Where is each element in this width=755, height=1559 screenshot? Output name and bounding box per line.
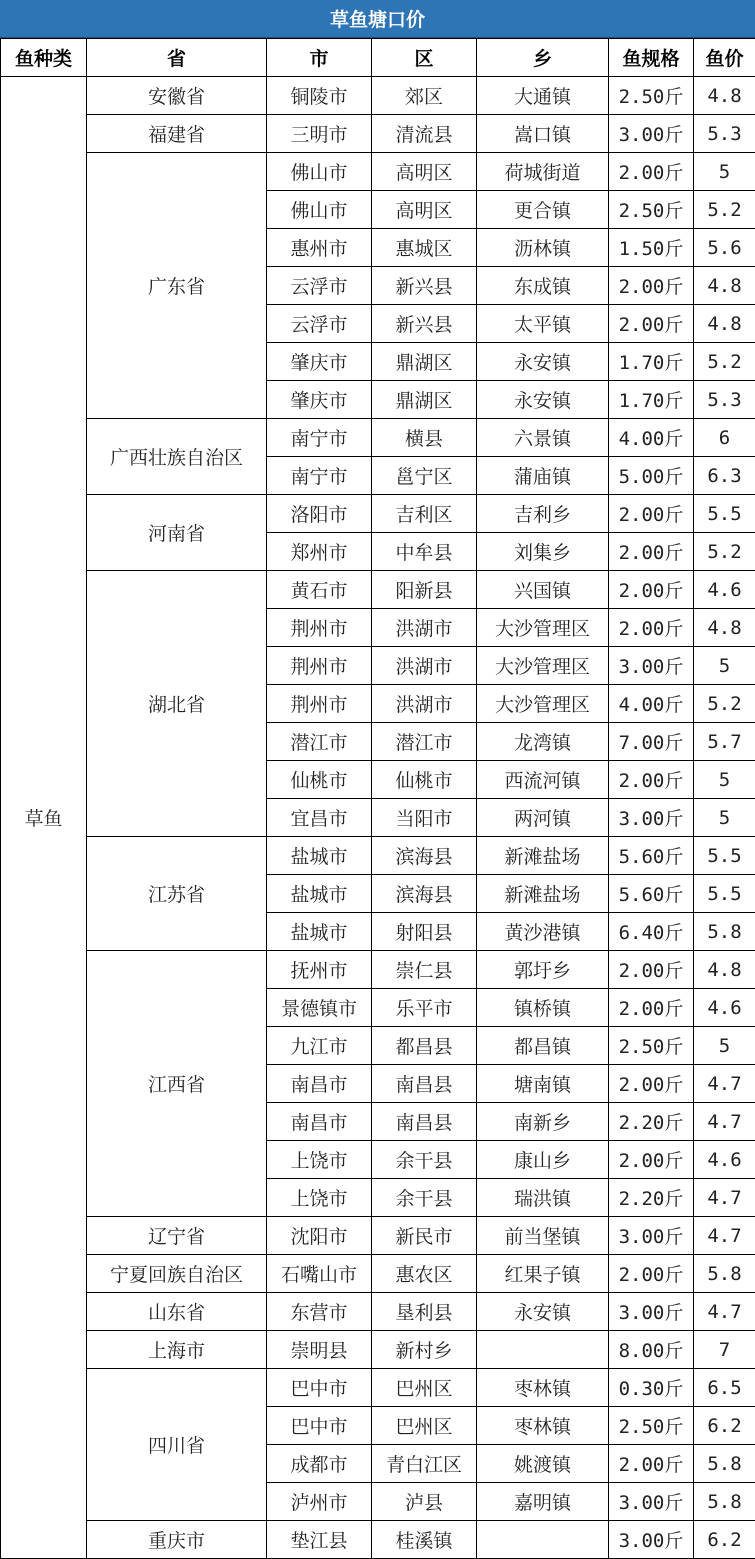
city-cell: 泸州市 [267,1483,372,1521]
district-cell: 清流县 [372,115,477,153]
price-cell: 5.8 [694,1483,755,1521]
fish-type-cell: 草鱼 [1,77,87,1559]
city-cell: 盐城市 [267,913,372,951]
town-cell: 枣林镇 [477,1407,609,1445]
price-cell: 5.8 [694,1255,755,1293]
town-cell: 瑞洪镇 [477,1179,609,1217]
spec-cell: 2.50斤 [609,191,694,229]
price-cell: 4.7 [694,1293,755,1331]
table-row [1,1293,755,1331]
city-cell: 云浮市 [267,305,372,343]
price-cell: 7 [694,1331,755,1369]
city-cell: 成都市 [267,1445,372,1483]
price-cell: 5.3 [694,115,755,153]
spec-cell: 5.60斤 [609,837,694,875]
town-cell: 嘉明镇 [477,1483,609,1521]
spec-cell: 2.50斤 [609,77,694,115]
price-cell: 5.6 [694,229,755,267]
town-cell [477,1521,609,1559]
district-cell: 垦利县 [372,1293,477,1331]
city-cell: 巴中市 [267,1407,372,1445]
province-cell: 四川省 [87,1369,267,1521]
spec-cell: 2.00斤 [609,267,694,305]
district-cell: 都昌县 [372,1027,477,1065]
spec-cell: 2.20斤 [609,1103,694,1141]
spec-cell: 2.00斤 [609,1255,694,1293]
price-cell: 5.2 [694,533,755,571]
city-cell: 云浮市 [267,267,372,305]
province-cell: 湖北省 [87,571,267,837]
price-cell: 4.8 [694,609,755,647]
city-cell: 佛山市 [267,153,372,191]
price-cell: 5 [694,799,755,837]
district-cell: 射阳县 [372,913,477,951]
town-cell: 沥林镇 [477,229,609,267]
district-cell: 洪湖市 [372,685,477,723]
district-cell: 当阳市 [372,799,477,837]
district-cell: 洪湖市 [372,647,477,685]
province-cell: 江苏省 [87,837,267,951]
city-cell: 巴中市 [267,1369,372,1407]
district-cell: 高明区 [372,191,477,229]
spec-cell: 4.00斤 [609,419,694,457]
city-cell: 惠州市 [267,229,372,267]
price-cell: 4.8 [694,951,755,989]
price-cell: 5.8 [694,1445,755,1483]
city-cell: 仙桃市 [267,761,372,799]
town-cell: 永安镇 [477,381,609,419]
spec-cell: 3.00斤 [609,1293,694,1331]
table-row [1,1331,755,1369]
price-cell: 4.6 [694,571,755,609]
city-cell: 石嘴山市 [267,1255,372,1293]
spec-cell: 1.50斤 [609,229,694,267]
town-cell: 镇桥镇 [477,989,609,1027]
price-cell: 5.2 [694,191,755,229]
town-cell: 新滩盐场 [477,875,609,913]
district-cell: 邕宁区 [372,457,477,495]
spec-cell: 2.00斤 [609,1141,694,1179]
province-cell: 宁夏回族自治区 [87,1255,267,1293]
city-cell: 南昌市 [267,1065,372,1103]
table-row [1,1255,755,1293]
price-cell: 5.7 [694,723,755,761]
city-cell: 佛山市 [267,191,372,229]
price-cell: 4.7 [694,1179,755,1217]
table-body [1,77,755,1559]
price-cell: 6.2 [694,1521,755,1559]
district-cell: 南昌县 [372,1065,477,1103]
city-cell: 景德镇市 [267,989,372,1027]
town-cell: 大通镇 [477,77,609,115]
price-cell: 6 [694,419,755,457]
town-cell: 南新乡 [477,1103,609,1141]
spec-cell: 2.00斤 [609,495,694,533]
price-table [0,38,755,1559]
town-cell: 前当堡镇 [477,1217,609,1255]
price-cell: 4.8 [694,305,755,343]
price-cell: 5.3 [694,381,755,419]
town-cell: 吉利乡 [477,495,609,533]
price-cell: 4.7 [694,1065,755,1103]
district-cell: 巴州区 [372,1369,477,1407]
price-cell: 4.8 [694,267,755,305]
province-cell: 山东省 [87,1293,267,1331]
town-cell: 六景镇 [477,419,609,457]
header-province: 省 [87,39,267,77]
spec-cell: 8.00斤 [609,1331,694,1369]
price-cell: 5.2 [694,343,755,381]
spec-cell: 2.00斤 [609,761,694,799]
district-cell: 滨海县 [372,875,477,913]
town-cell: 黄沙港镇 [477,913,609,951]
header-row [1,39,755,77]
header-city: 市 [267,39,372,77]
district-cell: 巴州区 [372,1407,477,1445]
province-cell: 重庆市 [87,1521,267,1559]
table-title: 草鱼塘口价 [0,0,755,38]
town-cell: 更合镇 [477,191,609,229]
table-row [1,951,755,989]
price-cell: 5.5 [694,495,755,533]
spec-cell: 3.00斤 [609,1521,694,1559]
town-cell: 郭圩乡 [477,951,609,989]
spec-cell: 2.00斤 [609,1445,694,1483]
price-cell: 4.6 [694,1141,755,1179]
town-cell: 东成镇 [477,267,609,305]
table-row [1,1369,755,1407]
town-cell: 蒲庙镇 [477,457,609,495]
city-cell: 宜昌市 [267,799,372,837]
town-cell: 康山乡 [477,1141,609,1179]
town-cell: 大沙管理区 [477,609,609,647]
price-cell: 5.2 [694,685,755,723]
city-cell: 荆州市 [267,685,372,723]
city-cell: 荆州市 [267,609,372,647]
town-cell: 新滩盐场 [477,837,609,875]
city-cell: 上饶市 [267,1179,372,1217]
price-cell: 4.7 [694,1103,755,1141]
price-cell: 4.7 [694,1217,755,1255]
table-row [1,1521,755,1559]
town-cell: 大沙管理区 [477,685,609,723]
spec-cell: 6.40斤 [609,913,694,951]
province-cell: 江西省 [87,951,267,1217]
district-cell: 高明区 [372,153,477,191]
price-cell: 6.3 [694,457,755,495]
district-cell: 桂溪镇 [372,1521,477,1559]
province-cell: 安徽省 [87,77,267,115]
town-cell: 荷城街道 [477,153,609,191]
price-cell: 5 [694,153,755,191]
district-cell: 滨海县 [372,837,477,875]
city-cell: 郑州市 [267,533,372,571]
price-cell: 5.8 [694,913,755,951]
city-cell: 南昌市 [267,1103,372,1141]
price-cell: 5.5 [694,837,755,875]
town-cell: 西流河镇 [477,761,609,799]
city-cell: 抚州市 [267,951,372,989]
district-cell: 横县 [372,419,477,457]
town-cell: 塘南镇 [477,1065,609,1103]
header-town: 乡 [477,39,609,77]
city-cell: 上饶市 [267,1141,372,1179]
town-cell [477,1331,609,1369]
town-cell: 太平镇 [477,305,609,343]
price-cell: 5 [694,761,755,799]
district-cell: 仙桃市 [372,761,477,799]
district-cell: 中牟县 [372,533,477,571]
spec-cell: 3.00斤 [609,647,694,685]
spec-cell: 1.70斤 [609,381,694,419]
district-cell: 郊区 [372,77,477,115]
district-cell: 新村乡 [372,1331,477,1369]
district-cell: 吉利区 [372,495,477,533]
spec-cell: 2.50斤 [609,1027,694,1065]
district-cell: 潜江市 [372,723,477,761]
province-cell: 辽宁省 [87,1217,267,1255]
district-cell: 新兴县 [372,267,477,305]
town-cell: 姚渡镇 [477,1445,609,1483]
spec-cell: 2.00斤 [609,305,694,343]
table-row [1,837,755,875]
town-cell: 红果子镇 [477,1255,609,1293]
district-cell: 崇仁县 [372,951,477,989]
price-cell: 5.5 [694,875,755,913]
table-row [1,77,755,115]
district-cell: 鼎湖区 [372,343,477,381]
spec-cell: 4.00斤 [609,685,694,723]
city-cell: 黄石市 [267,571,372,609]
province-cell: 河南省 [87,495,267,571]
spec-cell: 3.00斤 [609,799,694,837]
city-cell: 南宁市 [267,419,372,457]
spec-cell: 5.00斤 [609,457,694,495]
province-cell: 广西壮族自治区 [87,419,267,495]
spec-cell: 3.00斤 [609,1483,694,1521]
district-cell: 南昌县 [372,1103,477,1141]
price-cell: 6.5 [694,1369,755,1407]
spec-cell: 7.00斤 [609,723,694,761]
district-cell: 乐平市 [372,989,477,1027]
spec-cell: 2.20斤 [609,1179,694,1217]
spec-cell: 2.00斤 [609,533,694,571]
town-cell: 大沙管理区 [477,647,609,685]
price-cell: 5 [694,1027,755,1065]
town-cell: 刘集乡 [477,533,609,571]
table-row [1,419,755,457]
city-cell: 洛阳市 [267,495,372,533]
town-cell: 永安镇 [477,343,609,381]
district-cell: 惠农区 [372,1255,477,1293]
city-cell: 荆州市 [267,647,372,685]
spec-cell: 2.00斤 [609,951,694,989]
town-cell: 龙湾镇 [477,723,609,761]
header-district: 区 [372,39,477,77]
town-cell: 两河镇 [477,799,609,837]
district-cell: 新民市 [372,1217,477,1255]
header-fish-type: 鱼种类 [1,39,87,77]
city-cell: 三明市 [267,115,372,153]
district-cell: 惠城区 [372,229,477,267]
province-cell: 上海市 [87,1331,267,1369]
town-cell: 永安镇 [477,1293,609,1331]
district-cell: 洪湖市 [372,609,477,647]
spec-cell: 2.50斤 [609,1407,694,1445]
district-cell: 余干县 [372,1141,477,1179]
spec-cell: 2.00斤 [609,609,694,647]
city-cell: 垫江县 [267,1521,372,1559]
province-cell: 广东省 [87,153,267,419]
city-cell: 盐城市 [267,875,372,913]
city-cell: 盐城市 [267,837,372,875]
spec-cell: 1.70斤 [609,343,694,381]
city-cell: 潜江市 [267,723,372,761]
spec-cell: 2.00斤 [609,1065,694,1103]
town-cell: 都昌镇 [477,1027,609,1065]
header-spec: 鱼规格 [609,39,694,77]
table-row [1,571,755,609]
spec-cell: 2.00斤 [609,571,694,609]
city-cell: 南宁市 [267,457,372,495]
spec-cell: 5.60斤 [609,875,694,913]
district-cell: 泸县 [372,1483,477,1521]
header-price: 鱼价 [694,39,755,77]
town-cell: 嵩口镇 [477,115,609,153]
price-cell: 5 [694,647,755,685]
city-cell: 九江市 [267,1027,372,1065]
city-cell: 肇庆市 [267,343,372,381]
price-cell: 4.6 [694,989,755,1027]
town-cell: 兴国镇 [477,571,609,609]
spec-cell: 0.30斤 [609,1369,694,1407]
table-row [1,495,755,533]
city-cell: 崇明县 [267,1331,372,1369]
table-row [1,115,755,153]
district-cell: 阳新县 [372,571,477,609]
town-cell: 枣林镇 [477,1369,609,1407]
district-cell: 青白江区 [372,1445,477,1483]
table-row [1,1217,755,1255]
spec-cell: 3.00斤 [609,115,694,153]
spec-cell: 2.00斤 [609,153,694,191]
district-cell: 余干县 [372,1179,477,1217]
district-cell: 鼎湖区 [372,381,477,419]
city-cell: 铜陵市 [267,77,372,115]
spec-cell: 2.00斤 [609,989,694,1027]
district-cell: 新兴县 [372,305,477,343]
price-cell: 6.2 [694,1407,755,1445]
province-cell: 福建省 [87,115,267,153]
price-cell: 4.8 [694,77,755,115]
city-cell: 东营市 [267,1293,372,1331]
spec-cell: 3.00斤 [609,1217,694,1255]
city-cell: 沈阳市 [267,1217,372,1255]
city-cell: 肇庆市 [267,381,372,419]
table-row [1,153,755,191]
